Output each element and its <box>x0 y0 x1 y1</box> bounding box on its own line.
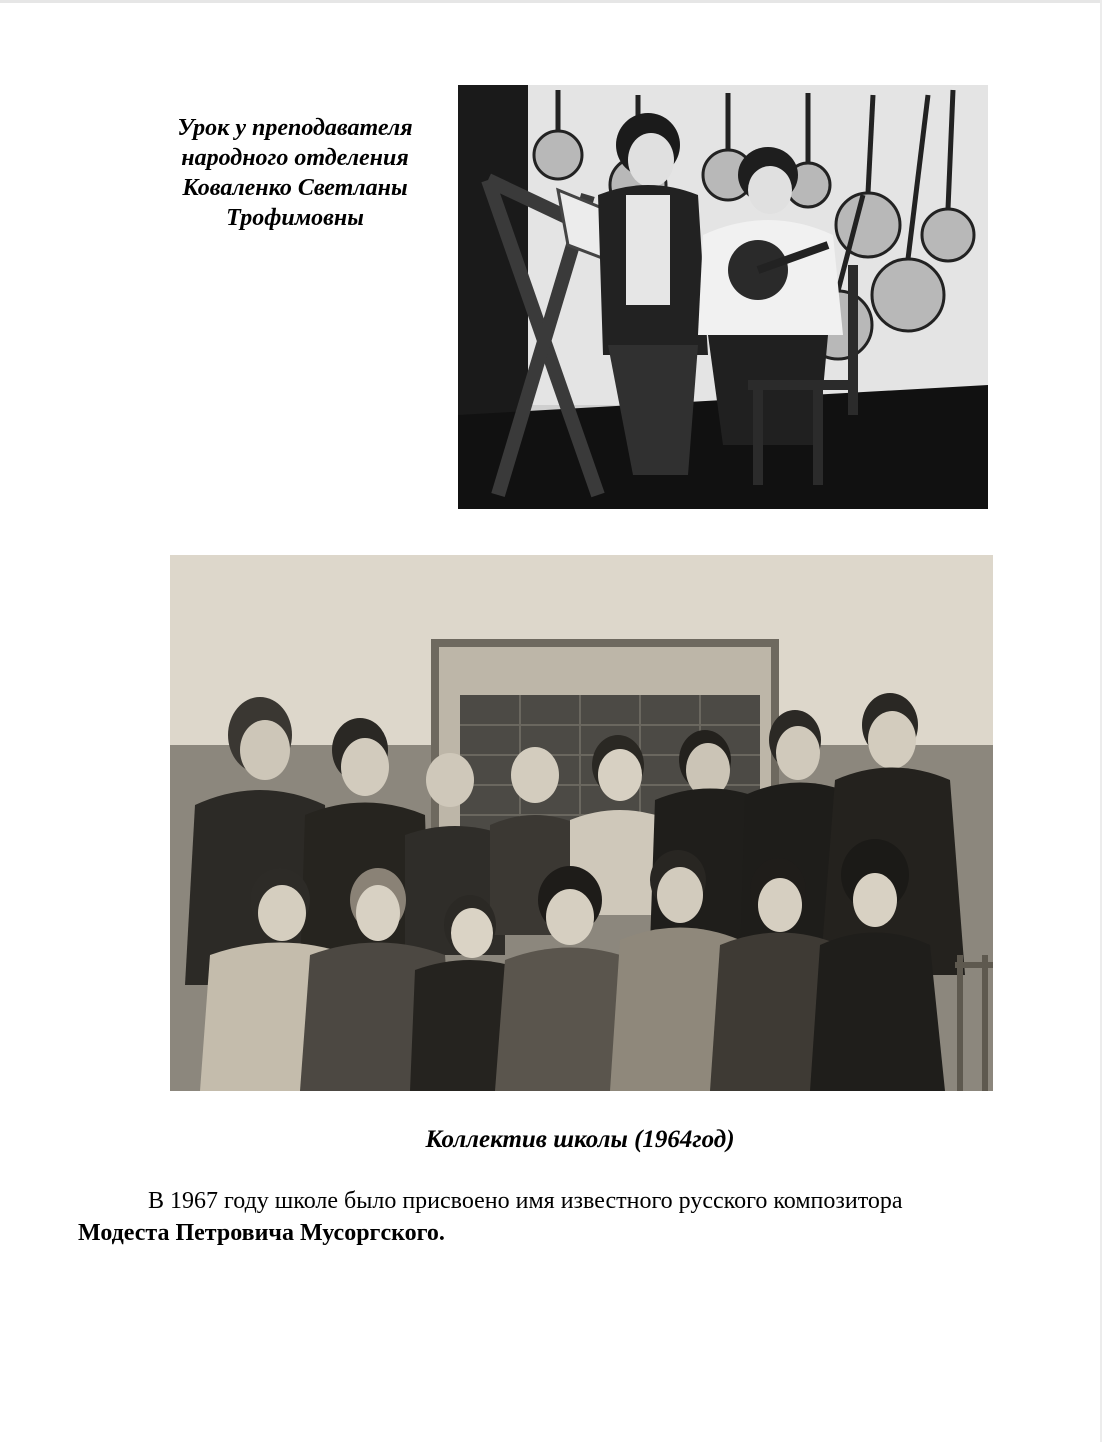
paragraph-bold-name: Модеста Петровича Мусоргского. <box>78 1220 445 1246</box>
caption-line: Коваленко Светланы <box>182 175 408 201</box>
caption-line: Урок у преподавателя <box>177 115 413 141</box>
photo2-caption: Коллектив школы (1964год) <box>425 1126 735 1153</box>
page-top-border <box>0 0 1102 3</box>
caption-line: Трофимовны <box>226 205 364 231</box>
school-staff-photo <box>170 555 993 1091</box>
body-paragraph <box>78 1185 1038 1249</box>
lesson-photo-image <box>458 85 988 509</box>
caption-line: народного отделения <box>181 145 409 171</box>
photo1-caption <box>140 113 450 233</box>
paragraph-text: В 1967 году школе было присвоено имя известного русского композитора <box>148 1188 903 1214</box>
lesson-photo <box>458 85 988 509</box>
school-staff-photo-image <box>170 555 993 1091</box>
